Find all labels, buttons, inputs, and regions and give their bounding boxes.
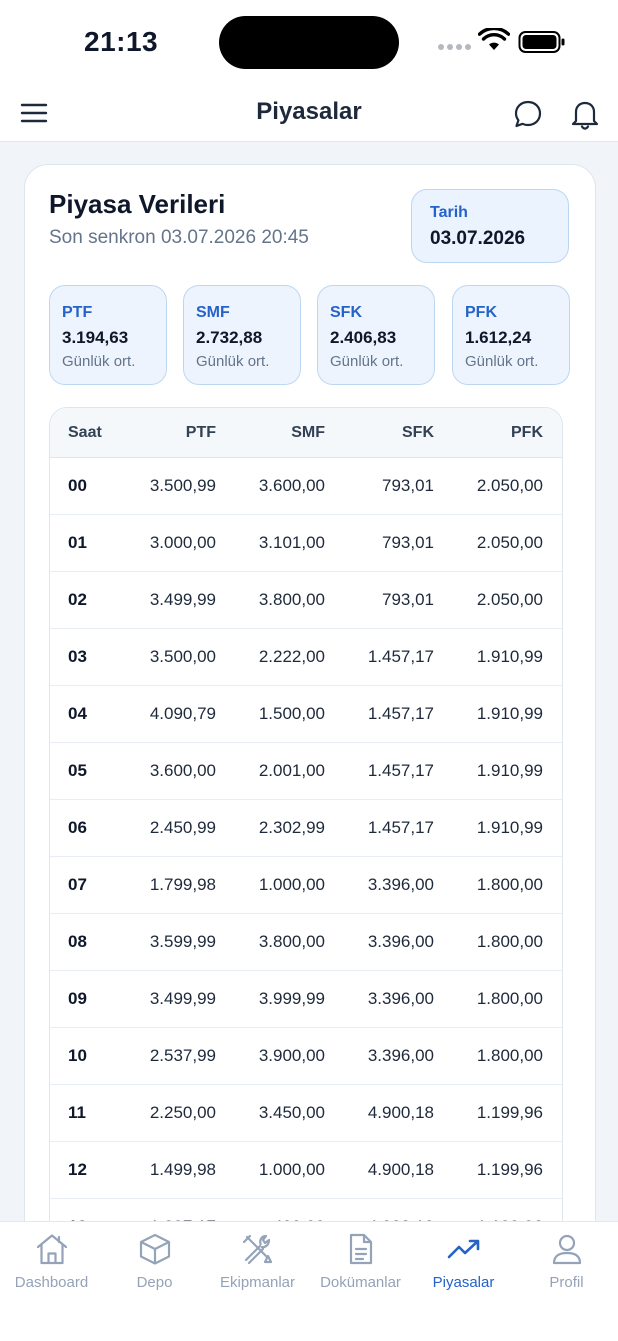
box-icon bbox=[137, 1232, 173, 1266]
table-cell: 1.910,99 bbox=[476, 818, 543, 837]
table-cell: 3.500,99 bbox=[149, 476, 216, 495]
table-cell: 03 bbox=[68, 647, 87, 666]
table-cell: 3.600,00 bbox=[149, 761, 216, 780]
table-cell: 05 bbox=[68, 761, 87, 780]
stat-value: 1.612,24 bbox=[465, 328, 532, 347]
stat-value: 3.194,63 bbox=[62, 328, 129, 347]
stat-card-sfk bbox=[317, 285, 435, 385]
table-cell: 1.800,00 bbox=[476, 932, 543, 951]
stat-card-pfk bbox=[452, 285, 570, 385]
table-cell: 1.800,00 bbox=[476, 1046, 543, 1065]
table-cell: 3.499,99 bbox=[149, 989, 216, 1008]
table-cell: 1.799,98 bbox=[149, 875, 216, 894]
stat-card-smf bbox=[183, 285, 301, 385]
column-header-saat: Saat bbox=[68, 423, 102, 441]
table-cell: 3.396,00 bbox=[367, 875, 434, 894]
stat-value: 2.406,83 bbox=[330, 328, 397, 347]
table-cell: 3.000,00 bbox=[149, 533, 216, 552]
table-cell: 3.396,00 bbox=[367, 1046, 434, 1065]
table-cell: 1.499,98 bbox=[149, 1160, 216, 1179]
stat-value: 2.732,88 bbox=[196, 328, 263, 347]
table-row bbox=[50, 857, 562, 914]
table-cell: 09 bbox=[68, 989, 87, 1008]
table-row bbox=[50, 800, 562, 857]
stat-note: Günlük ort. bbox=[62, 353, 136, 370]
table-cell: 2.250,00 bbox=[149, 1103, 216, 1122]
table-cell: 1.500,00 bbox=[258, 704, 325, 723]
table-cell: 2.001,00 bbox=[258, 761, 325, 780]
tools-icon bbox=[240, 1232, 276, 1266]
table-cell: 1.199,96 bbox=[476, 1103, 543, 1122]
table-row bbox=[50, 971, 562, 1028]
nav-label: Profil bbox=[549, 1274, 584, 1291]
sync-status: Son senkron 03.07.2026 20:45 bbox=[49, 227, 309, 248]
column-header-smf: SMF bbox=[291, 423, 325, 441]
stats-row bbox=[49, 285, 571, 385]
table-cell: 3.450,00 bbox=[258, 1103, 325, 1122]
nav-label: Piyasalar bbox=[432, 1274, 495, 1291]
stat-name: PFK bbox=[465, 304, 497, 321]
table-cell: 1.457,17 bbox=[367, 818, 434, 837]
table-row bbox=[50, 458, 562, 515]
stat-note: Günlük ort. bbox=[465, 353, 539, 370]
wifi-icon bbox=[478, 28, 510, 52]
table-cell: 2.537,99 bbox=[149, 1046, 216, 1065]
table-cell: 1.800,00 bbox=[476, 875, 543, 894]
stat-name: SMF bbox=[196, 304, 230, 321]
stat-card-ptf bbox=[49, 285, 167, 385]
nav-item-piyasalar[interactable] bbox=[412, 1232, 515, 1291]
signal-icon bbox=[438, 44, 471, 50]
table-row bbox=[50, 686, 562, 743]
table-cell: 11 bbox=[68, 1103, 86, 1122]
user-icon bbox=[549, 1232, 585, 1266]
table-cell: 1.910,99 bbox=[476, 761, 543, 780]
home-icon bbox=[34, 1232, 70, 1266]
table-cell: 3.999,99 bbox=[258, 989, 325, 1008]
nav-item-dokumanlar[interactable] bbox=[309, 1232, 412, 1291]
table-row bbox=[50, 629, 562, 686]
table-cell: 10 bbox=[68, 1046, 87, 1065]
table-cell: 04 bbox=[68, 704, 87, 723]
table-cell: 4.090,79 bbox=[149, 704, 216, 723]
date-value: 03.07.2026 bbox=[430, 228, 526, 249]
table-cell: 793,01 bbox=[382, 476, 434, 495]
table-cell: 3.599,99 bbox=[149, 932, 216, 951]
app-header bbox=[0, 84, 618, 142]
table-cell: 3.800,00 bbox=[258, 590, 325, 609]
stat-name: PTF bbox=[62, 304, 93, 321]
table-cell: 01 bbox=[68, 533, 87, 552]
column-header-ptf: PTF bbox=[185, 423, 216, 441]
nav-label: Dokümanlar bbox=[320, 1274, 401, 1291]
table-cell: 3.900,00 bbox=[258, 1046, 325, 1065]
table-row bbox=[50, 572, 562, 629]
column-header-sfk: SFK bbox=[402, 423, 434, 441]
table-cell: 1.457,17 bbox=[367, 704, 434, 723]
battery-icon bbox=[518, 30, 566, 54]
stat-note: Günlük ort. bbox=[330, 353, 404, 370]
table-cell: 2.222,00 bbox=[258, 647, 325, 666]
table-cell: 2.050,00 bbox=[476, 533, 543, 552]
table-cell: 1.000,00 bbox=[258, 875, 325, 894]
page-title: Piyasalar bbox=[256, 98, 362, 125]
status-bar bbox=[0, 0, 618, 84]
table-cell: 12 bbox=[68, 1160, 87, 1179]
table-row bbox=[50, 914, 562, 971]
bottom-nav bbox=[0, 1221, 618, 1341]
bell-icon[interactable] bbox=[570, 98, 600, 130]
table-cell: 1.910,99 bbox=[476, 647, 543, 666]
table-cell: 3.396,00 bbox=[367, 932, 434, 951]
table-row bbox=[50, 743, 562, 800]
table-cell: 4.900,18 bbox=[367, 1160, 434, 1179]
nav-item-depo[interactable] bbox=[103, 1232, 206, 1291]
table-cell: 00 bbox=[68, 476, 87, 495]
table-cell: 3.499,99 bbox=[149, 590, 216, 609]
stat-name: SFK bbox=[330, 304, 362, 321]
table-cell: 1.000,00 bbox=[258, 1160, 325, 1179]
table-cell: 793,01 bbox=[382, 533, 434, 552]
table-cell: 793,01 bbox=[382, 590, 434, 609]
nav-item-dashboard[interactable] bbox=[0, 1232, 103, 1291]
table-cell: 2.450,99 bbox=[149, 818, 216, 837]
table-header bbox=[50, 408, 562, 458]
table-row bbox=[50, 1028, 562, 1085]
table-cell: 06 bbox=[68, 818, 87, 837]
table-row bbox=[50, 515, 562, 572]
table-cell: 2.302,99 bbox=[258, 818, 325, 837]
market-table bbox=[49, 407, 563, 1309]
table-cell: 2.050,00 bbox=[476, 590, 543, 609]
table-row bbox=[50, 1085, 562, 1142]
table-cell: 1.457,17 bbox=[367, 761, 434, 780]
table-cell: 3.500,00 bbox=[149, 647, 216, 666]
table-cell: 1.800,00 bbox=[476, 989, 543, 1008]
nav-item-ekipmanlar[interactable] bbox=[206, 1232, 309, 1291]
table-cell: 08 bbox=[68, 932, 87, 951]
table-cell: 3.101,00 bbox=[258, 533, 325, 552]
column-header-pfk: PFK bbox=[511, 423, 543, 441]
table-cell: 1.457,17 bbox=[367, 647, 434, 666]
dynamic-island bbox=[219, 16, 399, 69]
table-cell: 3.600,00 bbox=[258, 476, 325, 495]
table-row bbox=[50, 1142, 562, 1199]
table-cell: 2.050,00 bbox=[476, 476, 543, 495]
table-cell: 07 bbox=[68, 875, 87, 894]
table-cell: 3.800,00 bbox=[258, 932, 325, 951]
document-icon bbox=[343, 1232, 379, 1266]
market-data-card bbox=[24, 164, 596, 1286]
status-time: 21:13 bbox=[84, 26, 159, 57]
date-label: Tarih bbox=[430, 204, 468, 221]
stat-note: Günlük ort. bbox=[196, 353, 270, 370]
table-cell: 4.900,18 bbox=[367, 1103, 434, 1122]
nav-item-profil[interactable] bbox=[515, 1232, 618, 1291]
nav-label: Dashboard bbox=[14, 1274, 89, 1291]
date-picker[interactable] bbox=[411, 189, 569, 263]
nav-label: Ekipmanlar bbox=[219, 1274, 296, 1291]
card-title: Piyasa Verileri bbox=[49, 189, 226, 219]
table-cell: 3.396,00 bbox=[367, 989, 434, 1008]
table-cell: 1.910,99 bbox=[476, 704, 543, 723]
chat-icon[interactable] bbox=[512, 98, 544, 130]
nav-label: Depo bbox=[136, 1274, 173, 1291]
trend-icon bbox=[446, 1232, 482, 1266]
table-cell: 1.199,96 bbox=[476, 1160, 543, 1179]
table-cell: 02 bbox=[68, 590, 87, 609]
